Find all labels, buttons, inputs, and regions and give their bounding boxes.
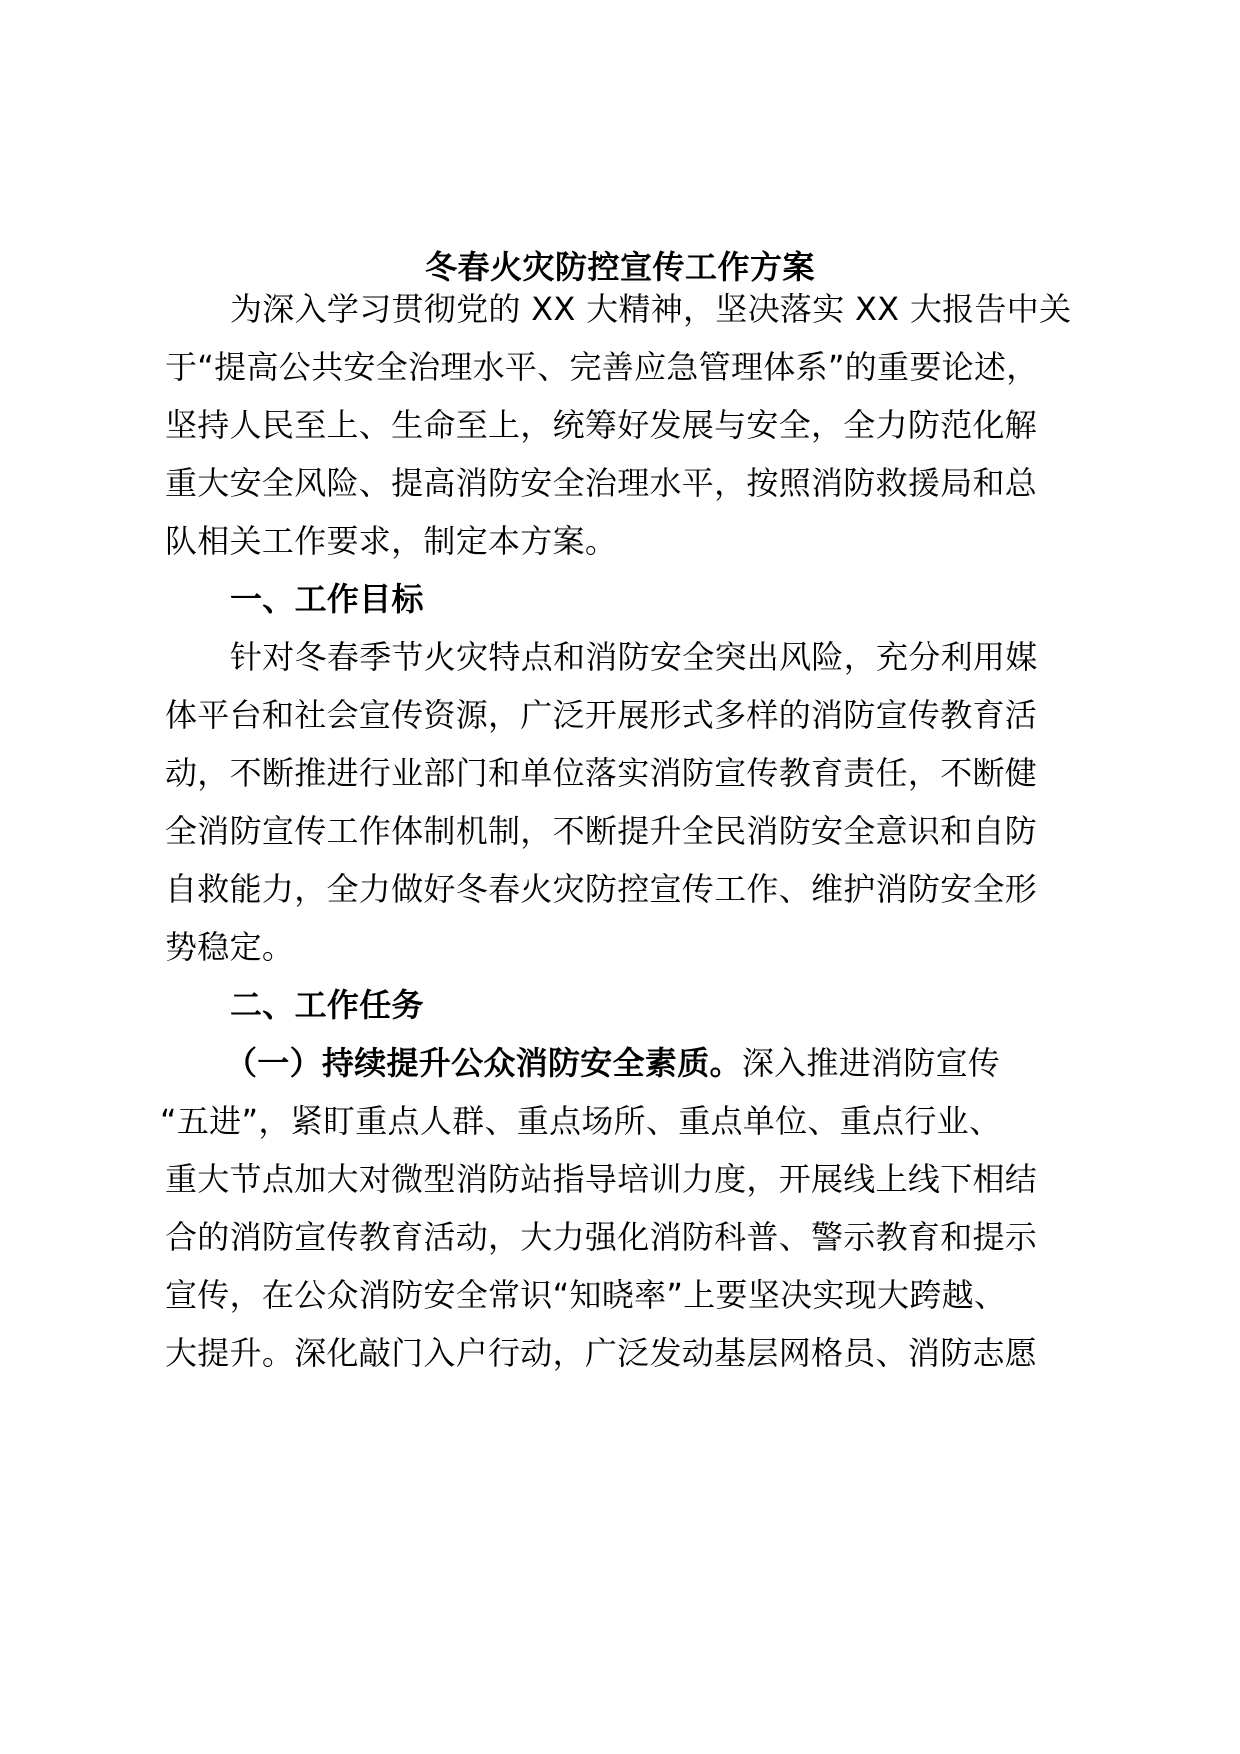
- paragraph-line: 针对冬春季节火灾特点和消防安全突出风险，充分利用媒: [230, 638, 1038, 676]
- paragraph-line: 自救能力，全力做好冬春火灾防控宣传工作、维护消防安全形: [165, 870, 1038, 908]
- paragraph-line: 体平台和社会宣传资源，广泛开展形式多样的消防宣传教育活: [165, 696, 1038, 734]
- document-title: 冬春火灾防控宣传工作方案: [424, 248, 815, 286]
- paragraph-line: 宣传，在公众消防安全常识“知晓率”上要坚决实现大跨越、: [165, 1276, 1007, 1314]
- paragraph-line: 合的消防宣传教育活动，大力强化消防科普、警示教育和提示: [165, 1218, 1038, 1256]
- paragraph-line: 队相关工作要求，制定本方案。: [165, 522, 618, 560]
- paragraph-line: 重大安全风险、提高消防安全治理水平，按照消防救援局和总: [165, 464, 1038, 502]
- paragraph-line: 全消防宣传工作体制机制，不断提升全民消防安全意识和自防: [165, 812, 1038, 850]
- paragraph-line: 大提升。深化敲门入户行动，广泛发动基层网格员、消防志愿: [165, 1334, 1038, 1372]
- paragraph-line: 势稳定。: [165, 928, 295, 966]
- paragraph-line: 重大节点加大对微型消防站指导培训力度，开展线上线下相结: [165, 1160, 1038, 1198]
- paragraph-line: 为深入学习贯彻党的 XX 大精神，坚决落实 XX 大报告中关: [230, 290, 1072, 328]
- task-subheading: （一）持续提升公众消防安全素质。: [225, 1044, 742, 1082]
- task-text: 深入推进消防宣传: [741, 1044, 1001, 1082]
- paragraph-line: 坚持人民至上、生命至上，统筹好发展与安全，全力防范化解: [165, 406, 1038, 444]
- paragraph-line: “五进”，紧盯重点人群、重点场所、重点单位、重点行业、: [160, 1102, 1002, 1140]
- section-heading-tasks: 二、工作任务: [230, 986, 424, 1024]
- task-line: [225, 1039, 1000, 1087]
- paragraph-line: 动，不断推进行业部门和单位落实消防宣传教育责任，不断健: [165, 754, 1038, 792]
- paragraph-line: 于“提高公共安全治理水平、完善应急管理体系”的重要论述，: [165, 348, 1039, 386]
- section-heading-goal: 一、工作目标: [230, 580, 424, 618]
